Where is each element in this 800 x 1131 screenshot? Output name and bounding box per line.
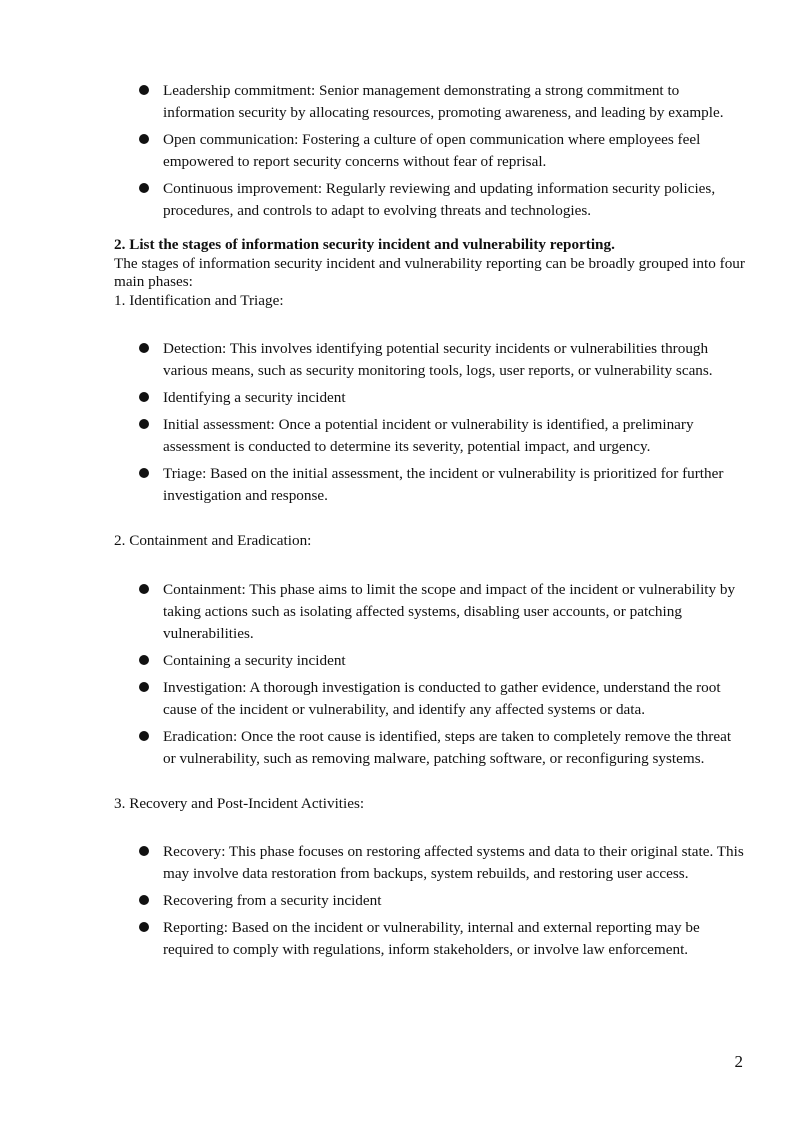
phase-title-recovery: 3. Recovery and Post-Incident Activities: xyxy=(114,794,365,812)
bullet-icon xyxy=(139,731,149,741)
bullet-text: Detection: This involves identifying potential security incidents or vulnerabilities through various means, such as security monitoring tools, logs, user reports, or vulnerability scans. xyxy=(163,340,713,379)
list-item xyxy=(163,579,746,645)
bullet-text: Investigation: A thorough investigation is conducted to gather evidence, understand the root cause of the incident or vulnerability, and identify any affected systems or data. xyxy=(163,678,721,718)
list-item xyxy=(163,414,746,458)
list-item xyxy=(163,650,746,672)
bullet-icon xyxy=(139,419,149,429)
bullet-icon xyxy=(139,895,149,905)
bullet-text: Eradication: Once the root cause is identified, steps are taken to completely remove the threat or vulnerability, such as removing malware, patching software, or reconfiguring systems. xyxy=(163,727,732,767)
bullet-text: Containing a security incident xyxy=(163,651,346,669)
list-item xyxy=(163,890,746,912)
list-item xyxy=(163,841,746,885)
bullet-text: Continuous improvement: Regularly reviewing and updating information security policies, procedures, and controls to adapt to evolving threats and technologies. xyxy=(163,180,716,219)
list-item xyxy=(163,387,746,409)
bullet-icon xyxy=(139,134,149,144)
list-item xyxy=(163,338,746,382)
phase-bullet-list xyxy=(114,579,746,770)
bullet-icon xyxy=(139,183,149,193)
phase-title-identification: 1. Identification and Triage: xyxy=(114,291,284,309)
section-heading: 2. List the stages of information security incident and vulnerability reporting. xyxy=(114,236,615,253)
bullet-icon xyxy=(139,343,149,353)
bullet-icon xyxy=(139,922,149,932)
bullet-text: Leadership commitment: Senior management demonstrating a strong commitment to information security by allocating resources, promoting awareness, and leading by example. xyxy=(163,82,724,121)
list-item xyxy=(163,917,746,961)
page-content xyxy=(114,80,746,966)
bullet-icon xyxy=(139,655,149,665)
phase-title-containment: 2. Containment and Eradication: xyxy=(114,532,312,549)
phase-bullet-list xyxy=(114,338,746,507)
list-item xyxy=(163,463,746,507)
bullet-icon xyxy=(139,682,149,692)
list-item xyxy=(163,80,746,124)
bullet-icon xyxy=(139,392,149,402)
phase-bullet-list xyxy=(114,841,746,961)
list-item xyxy=(163,677,746,721)
bullet-text: Containment: This phase aims to limit the scope and impact of the incident or vulnerability by taking actions such as isolating affected systems, disabling user accounts, or patching vulnerabilities. xyxy=(163,580,736,642)
bullet-icon xyxy=(139,846,149,856)
bullet-text: Recovery: This phase focuses on restoring affected systems and data to their original state. This may involve data restoration from backups, system rebuilds, and restoring user access. xyxy=(163,843,744,882)
bullet-icon xyxy=(139,85,149,95)
list-item xyxy=(163,129,746,173)
intro-bullet-list xyxy=(114,80,746,222)
list-item xyxy=(163,178,746,222)
bullet-text: Identifying a security incident xyxy=(163,389,346,406)
bullet-text: Open communication: Fostering a culture of open communication where employees feel empowered to report security concerns without fear of reprisal. xyxy=(163,131,701,170)
list-item xyxy=(163,726,746,770)
section-intro: The stages of information security incident and vulnerability reporting can be broadly grouped into four main phases: xyxy=(114,254,745,290)
bullet-icon xyxy=(139,468,149,478)
bullet-text: Initial assessment: Once a potential incident or vulnerability is identified, a preliminary assessment is conducted to determine its severity, potential impact, and urgency. xyxy=(163,416,694,455)
bullet-text: Recovering from a security incident xyxy=(163,892,382,909)
bullet-text: Triage: Based on the initial assessment, the incident or vulnerability is prioritized for further investigation and response. xyxy=(163,465,724,504)
page-number: 2 xyxy=(734,1052,743,1071)
bullet-text: Reporting: Based on the incident or vulnerability, internal and external reporting may be required to comply with regulations, inform stakeholders, or involve law enforcement. xyxy=(163,919,700,958)
bullet-icon xyxy=(139,584,149,594)
